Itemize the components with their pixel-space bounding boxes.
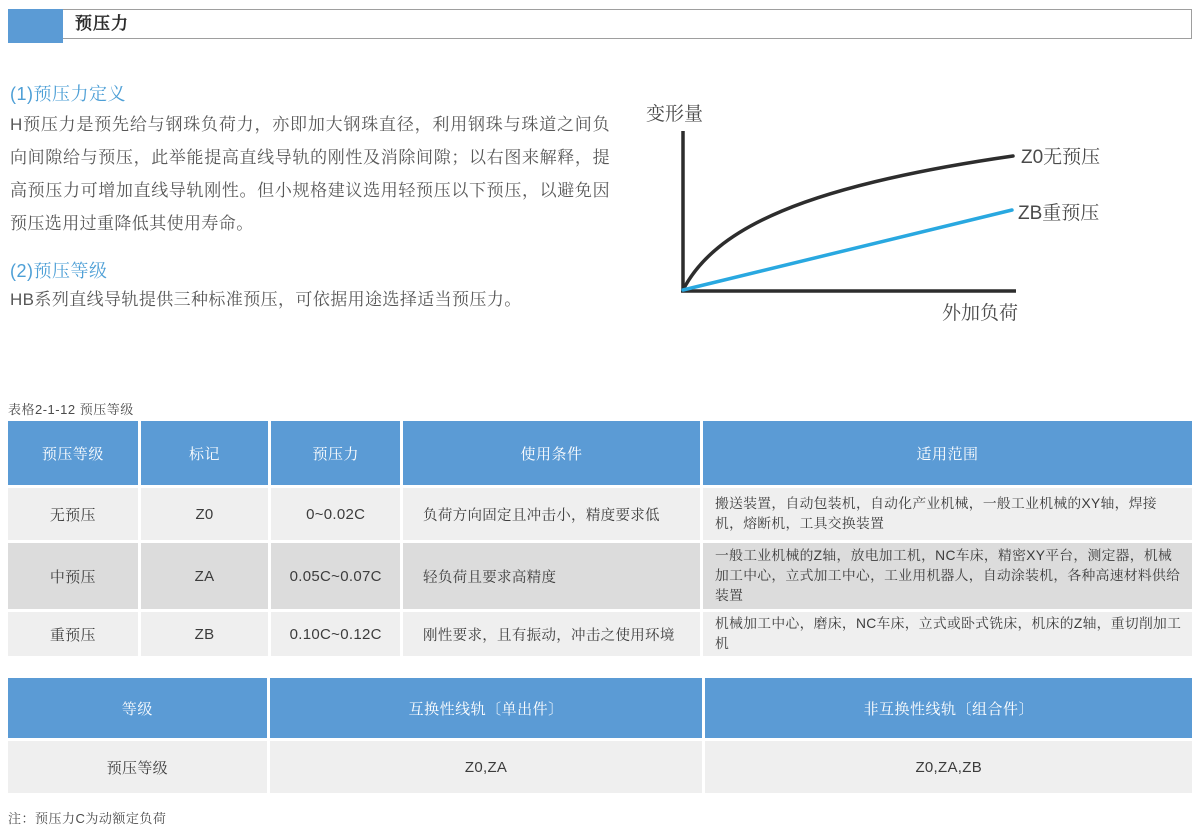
- preload-grade-table: [8, 421, 1192, 656]
- cell-applications-r0: 搬送装置，自动包装机，自动化产业机械，一般工业机械的XY轴，焊接机，熔断机，工具交换装置: [703, 488, 1192, 540]
- cell-grade-r2: 重预压: [8, 612, 138, 656]
- cell-applications-r2: 机械加工中心，磨床，NC车床，立式或卧式铣床，机床的Z轴，重切削加工机: [703, 612, 1192, 656]
- cell2-grade: 预压等级: [8, 741, 267, 793]
- cell2-non-interchangeable: Z0,ZA,ZB: [705, 741, 1192, 793]
- th-condition: 使用条件: [403, 421, 700, 485]
- table-caption: 表格2-1-12 预压等级: [8, 402, 134, 417]
- cell-applications-r1: 一般工业机械的Z轴，放电加工机，NC车床，精密XY平台，测定器，机械加工中心，立式加工中心，工业用机器人，自动涂装机，各种高速材料供给装置: [703, 543, 1192, 609]
- th-applications: 适用范围: [703, 421, 1192, 485]
- interchangeability-table: [8, 678, 1192, 793]
- chart-line-zb: [683, 210, 1012, 290]
- chart-xlabel: 外加负荷: [942, 303, 1019, 324]
- title-accent-square: [8, 9, 63, 43]
- section-2-body: HB系列直线导轨提供三种标准预压，可依据用途选择适当预压力。: [10, 290, 522, 309]
- chart-label-z0: Z0无预压: [1021, 147, 1101, 168]
- th2-non-interchangeable: 非互换性线轨〔组合件〕: [705, 678, 1192, 738]
- cell-code-r2: ZB: [141, 612, 269, 656]
- cell-code-r0: Z0: [141, 488, 269, 540]
- cell-preload-r0: 0~0.02C: [271, 488, 400, 540]
- section-1-heading: (1)预压力定义: [10, 84, 126, 104]
- chart-ylabel: 变形量: [646, 104, 704, 125]
- chart-label-zb: ZB重预压: [1018, 203, 1100, 224]
- th-preload: 预压力: [271, 421, 400, 485]
- chart-svg: [630, 100, 1190, 335]
- footnote: 注：预压力C为动额定负荷: [8, 811, 167, 826]
- preload-deformation-chart: [630, 100, 1190, 335]
- cell-preload-r2: 0.10C~0.12C: [271, 612, 400, 656]
- cell-grade-r1: 中预压: [8, 543, 138, 609]
- th2-interchangeable: 互换性线轨〔单出件〕: [270, 678, 703, 738]
- cell-condition-r0: 负荷方向固定且冲击小，精度要求低: [403, 488, 700, 540]
- cell-condition-r1: 轻负荷且要求高精度: [403, 543, 700, 609]
- th-code: 标记: [141, 421, 269, 485]
- cell2-interchangeable: Z0,ZA: [270, 741, 703, 793]
- section-1-body: H预压力是预先给与钢珠负荷力，亦即加大钢珠直径，利用钢珠与珠道之间负向间隙给与预压，此举能提高直线导轨的刚性及消除间隙；以右图来解释，提高预压力可增加直线导轨刚性。但小规格建议选用轻预压以下预压，以避免因预压选用过重降低其使用寿命。: [10, 115, 610, 233]
- cell-condition-r2: 刚性要求，且有振动，冲击之使用环境: [403, 612, 700, 656]
- th-grade: 预压等级: [8, 421, 138, 485]
- page-title: 预压力: [75, 14, 129, 33]
- cell-code-r1: ZA: [141, 543, 269, 609]
- cell-preload-r1: 0.05C~0.07C: [271, 543, 400, 609]
- th2-grade: 等级: [8, 678, 267, 738]
- section-2-heading: (2)预压等级: [10, 261, 108, 281]
- page-title-band: [8, 9, 1192, 39]
- cell-grade-r0: 无预压: [8, 488, 138, 540]
